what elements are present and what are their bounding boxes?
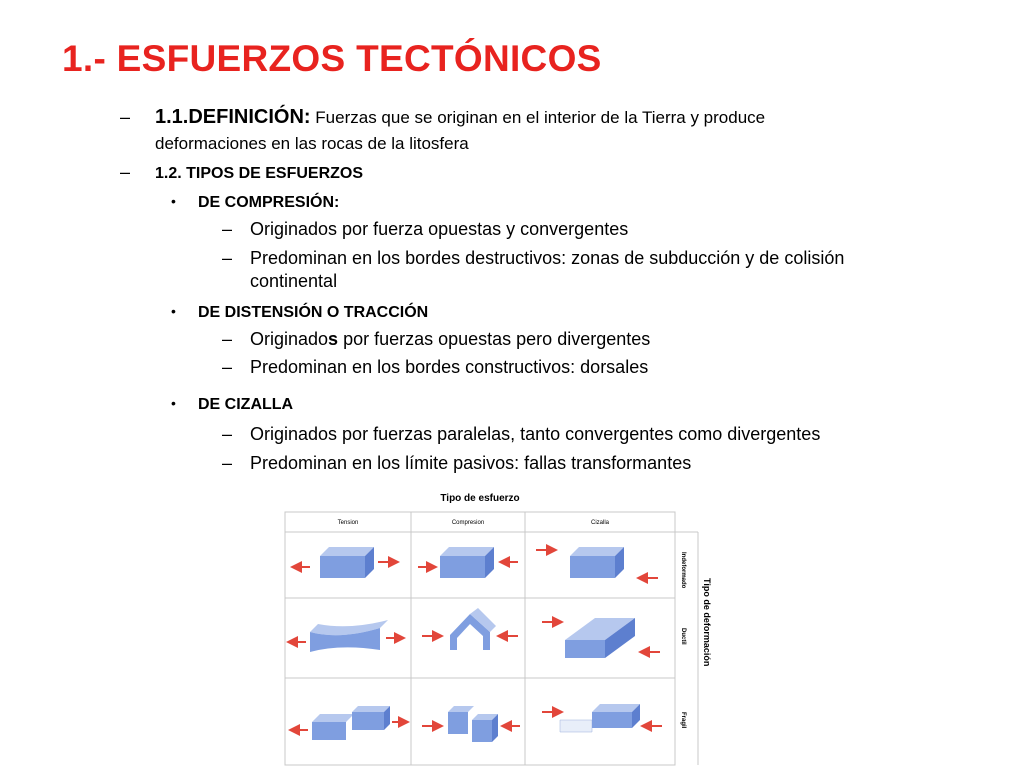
figure-drawing xyxy=(280,490,730,768)
column-header-compression: Compresion xyxy=(451,520,485,526)
definition-item xyxy=(120,106,915,129)
row-header-ductile: Ductil xyxy=(680,628,686,645)
compression-subitem xyxy=(222,247,930,270)
shear-ductile-block xyxy=(542,618,660,658)
compression-subitem xyxy=(222,218,930,241)
distension-subitem-text-a: Originado xyxy=(250,329,329,349)
column-header-tension: Tension xyxy=(337,520,359,526)
dash-marker: – xyxy=(222,424,233,444)
tension-brittle-block xyxy=(290,706,408,740)
shear-heading: DE CIZALLA xyxy=(198,396,294,413)
bullet-marker: • xyxy=(171,395,176,411)
compression-subitem-text: Predominan en los bordes destructivos: zonas de subducción y de colisión xyxy=(250,248,845,268)
compression-heading: DE COMPRESIÓN: xyxy=(198,194,340,211)
shear-subitem xyxy=(222,423,930,446)
distension-item xyxy=(171,300,429,324)
distension-subitem-text-c: por fuerzas opuestas pero divergentes xyxy=(338,329,651,349)
figure-side-title: Tipo de deformación xyxy=(702,578,712,667)
tension-undeformed-block xyxy=(292,547,398,578)
distension-subitem xyxy=(222,328,930,351)
bullet-marker: • xyxy=(171,193,176,209)
slide-title: 1.- ESFUERZOS TECTÓNICOS xyxy=(62,38,602,79)
dash-marker: – xyxy=(120,107,131,127)
compression-ductile-fold xyxy=(422,608,518,650)
shear-subitem-text: Originados por fuerzas paralelas, tanto convergentes como divergentes xyxy=(250,424,821,444)
compression-item xyxy=(171,190,340,214)
distension-subitem-text: Predominan en los bordes constructivos: dorsales xyxy=(250,357,649,377)
compression-subitem-text: Originados por fuerza opuestas y convergentes xyxy=(250,219,629,239)
definition-text-line2: deformaciones en las rocas de la litosfera xyxy=(155,134,469,153)
row-header-brittle: Fragil xyxy=(680,712,686,729)
definition-heading: 1.1.DEFINICIÓN: xyxy=(155,106,311,128)
dash-marker: – xyxy=(222,248,233,268)
definition-text: Fuerzas que se originan en el interior de la Tierra y produce xyxy=(310,108,766,127)
distension-subitem xyxy=(222,356,930,379)
compression-undeformed-block xyxy=(418,547,518,578)
shear-item xyxy=(171,392,294,416)
row-header-undeformed: Indeformado xyxy=(680,552,686,589)
tension-ductile-block xyxy=(288,620,404,652)
dash-marker: – xyxy=(222,357,233,377)
dash-marker: – xyxy=(120,162,131,182)
shear-undeformed-block xyxy=(536,547,658,578)
figure-title: Tipo de esfuerzo xyxy=(440,493,520,504)
shear-subitem xyxy=(222,452,930,475)
distension-heading: DE DISTENSIÓN O TRACCIÓN xyxy=(198,304,429,321)
compression-brittle-block xyxy=(422,706,520,742)
dash-marker: – xyxy=(222,453,233,473)
types-heading: 1.2. TIPOS DE ESFUERZOS xyxy=(155,165,364,182)
column-header-shear: Cizalla xyxy=(590,520,609,526)
types-item xyxy=(120,161,915,185)
dash-marker: – xyxy=(222,219,233,239)
shear-brittle-block xyxy=(542,704,662,732)
dash-marker: – xyxy=(222,329,233,349)
bullet-marker: • xyxy=(171,303,176,319)
shear-subitem-text: Predominan en los límite pasivos: fallas transformantes xyxy=(250,453,692,473)
compression-subitem-continuation: continental xyxy=(250,271,338,291)
stress-deformation-figure xyxy=(280,490,730,768)
distension-subitem-text-b: s xyxy=(328,329,339,349)
